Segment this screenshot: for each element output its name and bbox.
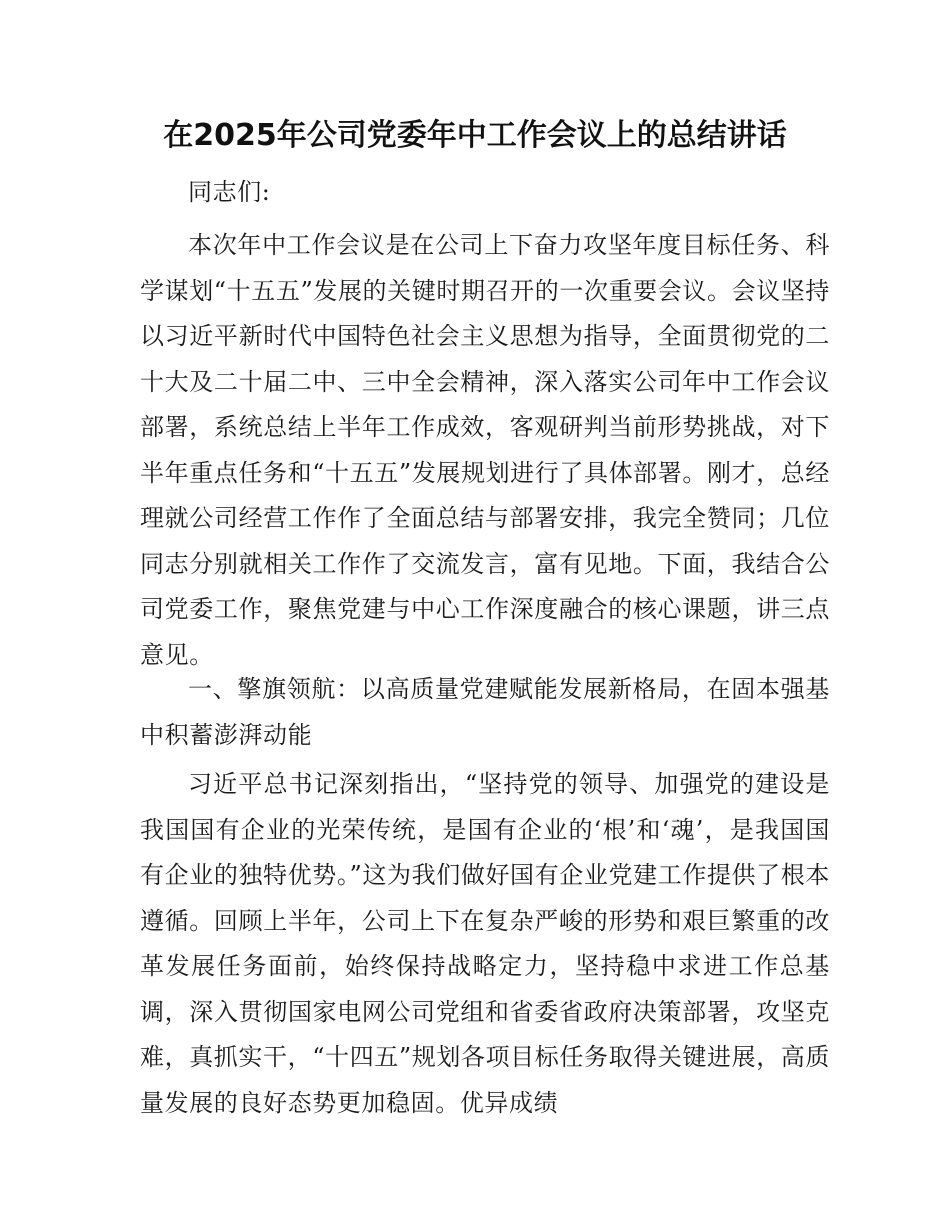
- section-heading: 一、擎旗领航：以高质量党建赋能发展新格局，在固本强基中积蓄澎湃动能: [140, 675, 830, 749]
- section-paragraph: 习近平总书记深刻指出，“坚持党的领导、加强党的建设是我国国有企业的光荣传统，是国有企业的‘根’和‘魂’，是我国国有企业的独特优势。”这为我们做好国有企业党建工作提供了根本遵循。回顾上半年，公司上下在复杂严峻的形势和艰巨繁重的改革发展任务面前，始终保持战略定力，坚持稳中求进工作总基调，深入贯彻国家电网公司党组和省委省政府决策部署，攻坚克难，真抓实干，“十四五”规划各项目标任务取得关键进展，高质量发展的良好态势更加稳固。优异成绩: [140, 770, 830, 1117]
- salutation: 同志们:: [188, 178, 271, 206]
- document-title: 在2025年公司党委年中工作会议上的总结讲话: [163, 118, 787, 153]
- opening-paragraph: 本次年中工作会议是在公司上下奋力攻坚年度目标任务、科学谋划“十五五”发展的关键时期召开的一次重要会议。会议坚持以习近平新时代中国特色社会主义思想为指导，全面贯彻党的二十大及二十届二中、三中全会精神，深入落实公司年中工作会议部署，系统总结上半年工作成效，客观研判当前形势挑战，对下半年重点任务和“十五五”发展规划进行了具体部署。刚才，总经理就公司经营工作作了全面总结与部署安排，我完全赞同；几位同志分别就相关工作作了交流发言，富有见地。下面，我结合公司党委工作，聚焦党建与中心工作深度融合的核心课题，讲三点意见。: [140, 231, 830, 669]
